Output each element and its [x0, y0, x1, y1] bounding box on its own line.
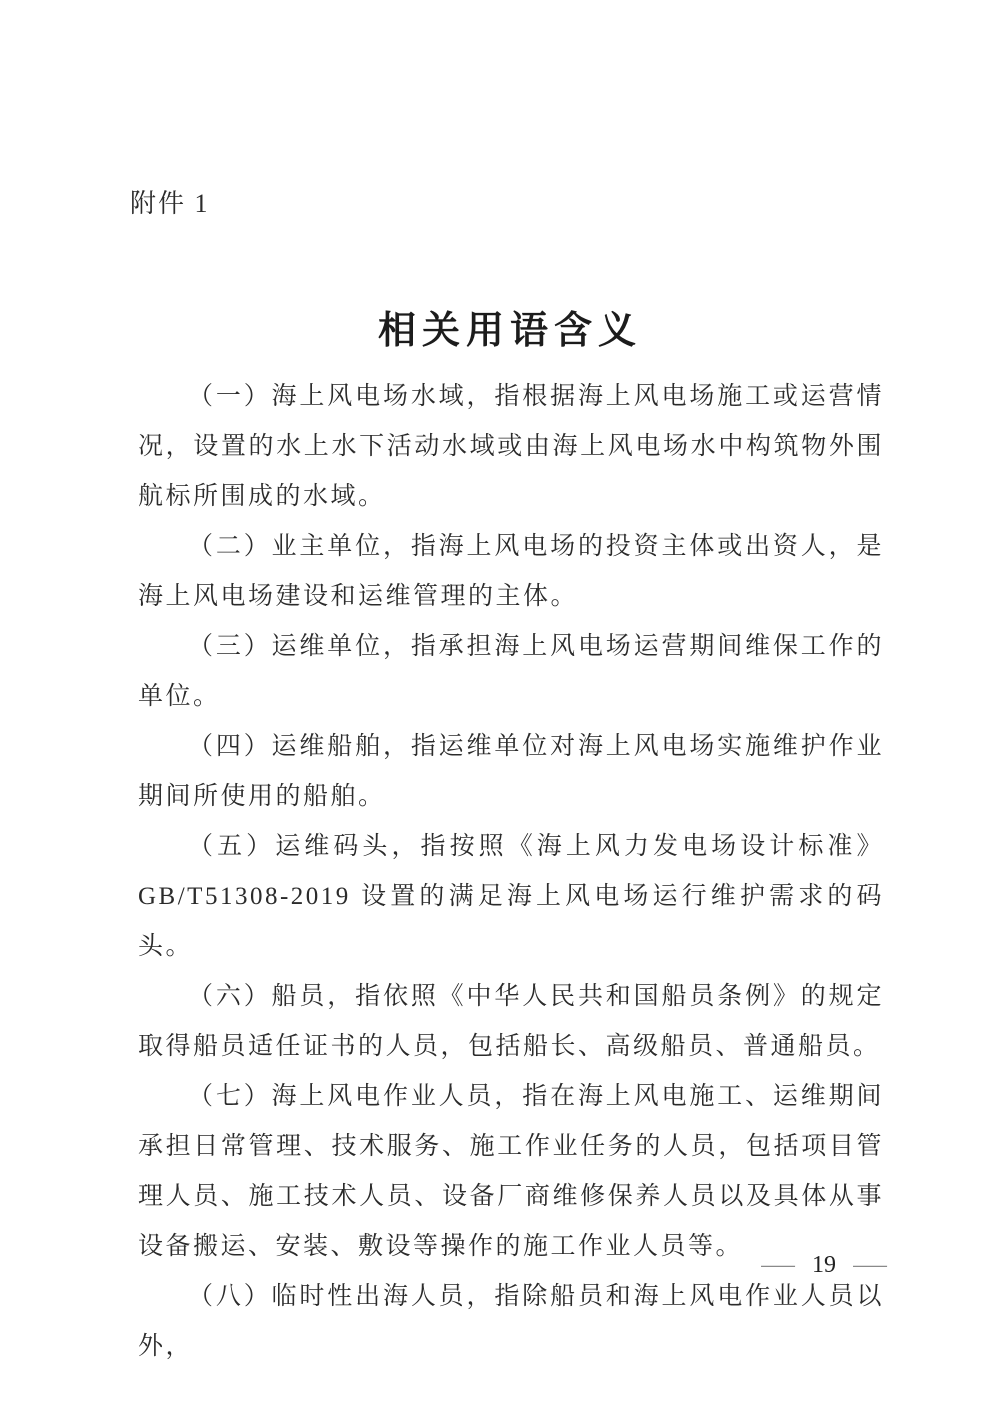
- definition-paragraph-1: （一）海上风电场水域，指根据海上风电场施工或运营情况，设置的水上水下活动水域或由海上风电场水中构筑物外围航标所围成的水域。: [138, 383, 884, 510]
- definition-paragraph-6: （六）船员，指依照《中华人民共和国船员条例》的规定取得船员适任证书的人员，包括船长、高级船员、普通船员。: [138, 983, 884, 1060]
- definition-paragraph-8: （八）临时性出海人员，指除船员和海上风电作业人员以外，: [138, 1283, 884, 1360]
- footer-dash-left: —: [761, 1252, 795, 1278]
- document-body: [138, 372, 884, 1372]
- definition-paragraph-3: （三）运维单位，指承担海上风电场运营期间维保工作的单位。: [138, 633, 884, 710]
- attachment-label: 附件 1: [130, 189, 210, 218]
- definition-paragraph-4: （四）运维船舶，指运维单位对海上风电场实施维护作业期间所使用的船舶。: [138, 733, 884, 810]
- page-number: 19: [812, 1252, 836, 1278]
- definition-paragraph-5: （五）运维码头，指按照《海上风力发电场设计标准》GB/T51308-2019 设置的满足海上风电场运行维护需求的码头。: [138, 833, 884, 960]
- definition-paragraph-7: （七）海上风电作业人员，指在海上风电施工、运维期间承担日常管理、技术服务、施工作业任务的人员，包括项目管理人员、施工技术人员、设备厂商维修保养人员以及具体从事设备搬运、安装、敷设等操作的施工作业人员等。: [138, 1083, 884, 1260]
- footer-dash-right: —: [853, 1252, 887, 1278]
- page-title: 相关用语含义: [377, 310, 642, 353]
- page-footer: [761, 1252, 887, 1279]
- definition-paragraph-2: （二）业主单位，指海上风电场的投资主体或出资人，是海上风电场建设和运维管理的主体。: [138, 533, 884, 610]
